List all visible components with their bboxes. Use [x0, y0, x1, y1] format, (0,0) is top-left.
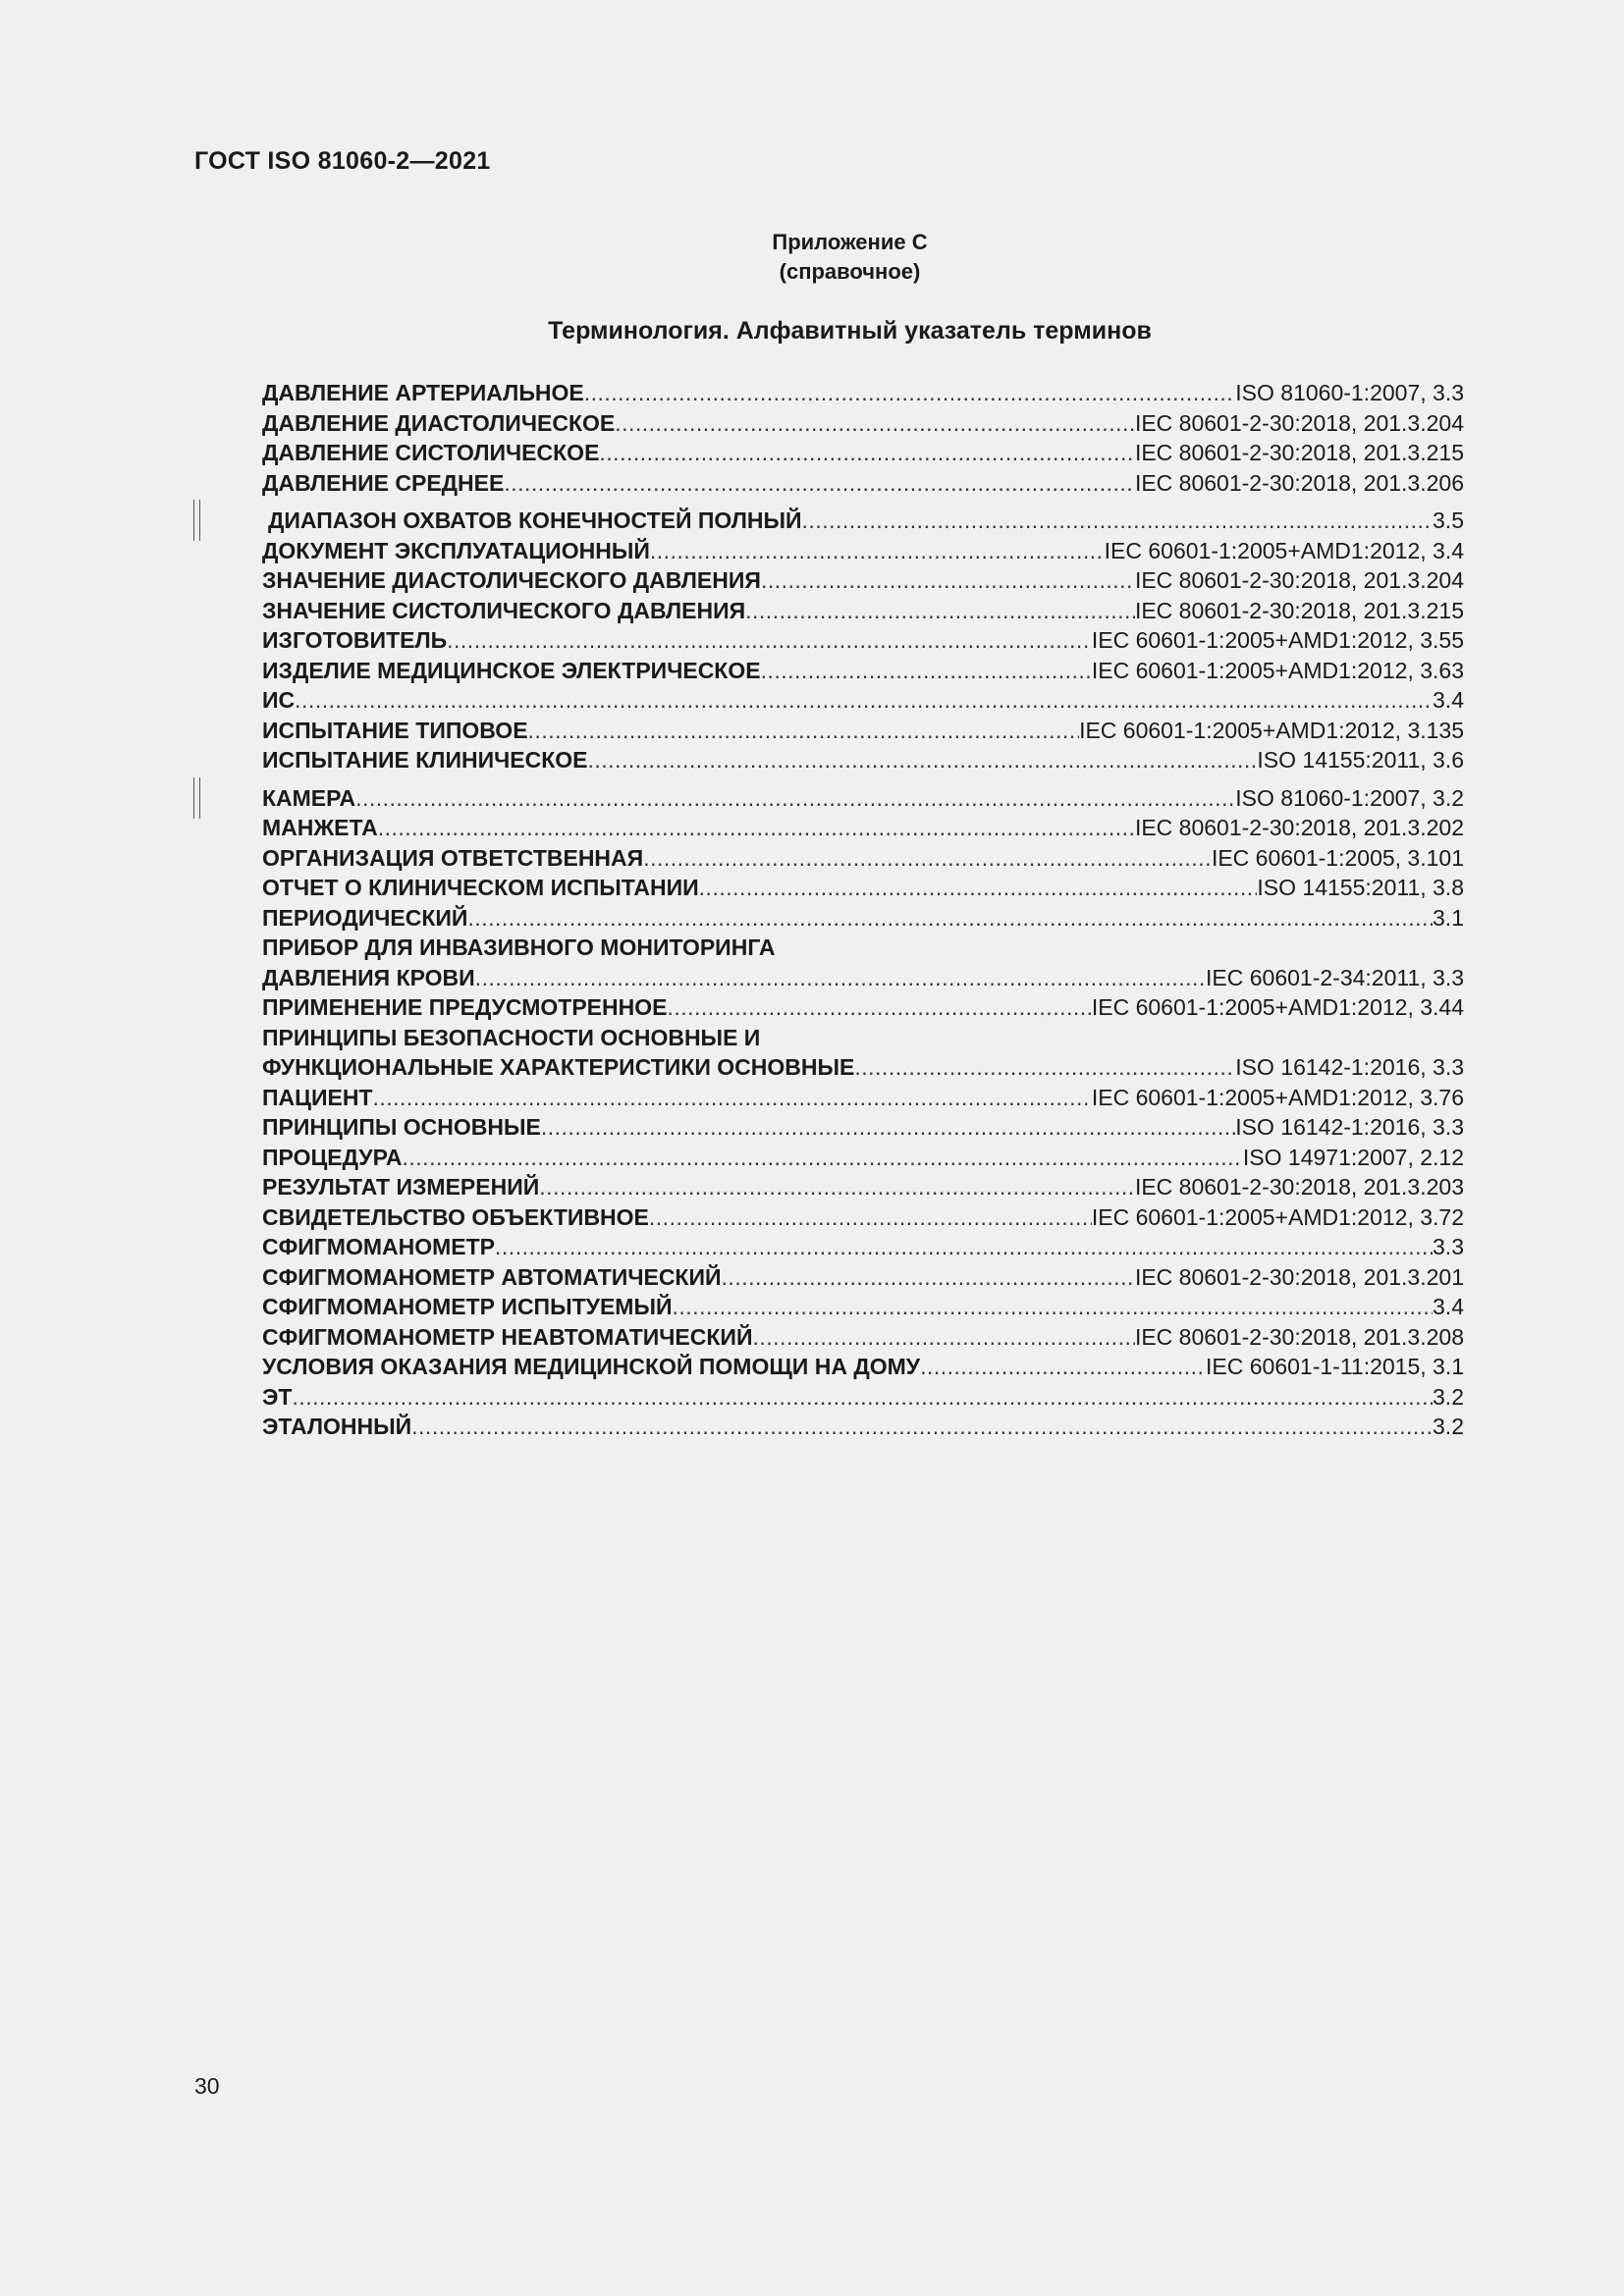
- index-row: [262, 625, 1464, 656]
- index-term: УСЛОВИЯ ОКАЗАНИЯ МЕДИЦИНСКОЙ ПОМОЩИ НА ДОМУ: [262, 1354, 921, 1379]
- index-reference: IEC 80601-2-30:2018, 201.3.201: [1134, 1263, 1464, 1290]
- index-row: [262, 1262, 1464, 1293]
- index-reference: IEC 80601-2-30:2018, 201.3.208: [1134, 1323, 1464, 1350]
- index-term: ПЕРИОДИЧЕСКИЙ: [262, 904, 468, 931]
- index-term: ИЗДЕЛИЕ МЕДИЦИНСКОЕ ЭЛЕКТРИЧЕСКОЕ: [262, 657, 761, 683]
- index-term: ПРИНЦИПЫ ОСНОВНЫЕ: [262, 1114, 541, 1140]
- index-row: [262, 843, 1464, 874]
- dot-leader: [403, 1143, 1243, 1173]
- index-row: [262, 468, 1464, 499]
- index-reference: IEC 80601-2-30:2018, 201.3.215: [1134, 440, 1464, 465]
- index-row: [262, 1143, 1464, 1173]
- index-reference: 3.4: [1433, 687, 1464, 713]
- index-term: ЗНАЧЕНИЕ ДИАСТОЛИЧЕСКОГО ДАВЛЕНИЯ: [262, 567, 761, 593]
- index-row: [262, 1112, 1464, 1143]
- dot-leader: [753, 1322, 1135, 1353]
- dot-leader: [615, 408, 1135, 439]
- term-index: [262, 378, 1464, 1442]
- index-row: [262, 1023, 1464, 1053]
- index-term: ДАВЛЕНИЕ АРТЕРИАЛЬНОЕ: [262, 380, 584, 405]
- index-term: ДИАПАЗОН ОХВАТОВ КОНЕЧНОСТЕЙ ПОЛНЫЙ: [268, 507, 802, 533]
- index-term: ОРГАНИЗАЦИЯ ОТВЕТСТВЕННАЯ: [262, 844, 644, 871]
- dot-leader: [643, 843, 1212, 874]
- index-term: ИСПЫТАНИЕ КЛИНИЧЕСКОЕ: [262, 747, 588, 773]
- index-row: [262, 745, 1464, 775]
- index-row: [262, 903, 1464, 934]
- index-term: ПРИМЕНЕНИЕ ПРЕДУСМОТРЕННОЕ: [262, 994, 668, 1020]
- index-term: ЭТ: [262, 1383, 293, 1410]
- index-row: [262, 1322, 1464, 1353]
- index-term: ПРОЦЕДУРА: [262, 1144, 403, 1170]
- dot-leader: [541, 1112, 1235, 1143]
- index-reference: 3.2: [1433, 1383, 1464, 1410]
- dot-leader: [673, 1292, 1434, 1322]
- index-row: [262, 408, 1464, 439]
- annex-status: (справочное): [779, 259, 921, 284]
- index-row: [262, 1232, 1464, 1262]
- index-term: СФИГМОМАНОМЕТР ИСПЫТУЕМЫЙ: [262, 1294, 673, 1319]
- index-term: КАМЕРА: [262, 784, 356, 811]
- dot-leader: [411, 1412, 1433, 1442]
- index-reference: IEC 60601-1:2005+AMD1:2012, 3.4: [1104, 537, 1464, 563]
- index-term: ЗНАЧЕНИЕ СИСТОЛИЧЕСКОГО ДАВЛЕНИЯ: [262, 597, 746, 623]
- dot-leader: [699, 873, 1258, 903]
- index-reference: IEC 60601-1:2005+AMD1:2012, 3.135: [1079, 717, 1464, 743]
- dot-leader: [650, 536, 1105, 566]
- index-term: СВИДЕТЕЛЬСТВО ОБЪЕКТИВНОЕ: [262, 1203, 649, 1230]
- index-reference: IEC 80601-2-30:2018, 201.3.203: [1134, 1174, 1464, 1200]
- index-reference: 3.5: [1433, 507, 1464, 533]
- index-term: ПАЦИЕНТ: [262, 1084, 373, 1110]
- index-reference: ISO 81060-1:2007, 3.2: [1235, 784, 1464, 811]
- index-reference: ISO 81060-1:2007, 3.3: [1235, 380, 1464, 405]
- index-term: СФИГМОМАНОМЕТР АВТОМАТИЧЕСКИЙ: [262, 1263, 722, 1290]
- annex-title: Приложение С: [772, 230, 928, 254]
- index-reference: IEC 60601-1:2005+AMD1:2012, 3.44: [1091, 994, 1464, 1020]
- index-term: ОТЧЕТ О КЛИНИЧЕСКОМ ИСПЫТАНИИ: [262, 875, 699, 900]
- index-row: [262, 992, 1464, 1023]
- index-term: ДАВЛЕНИЕ СРЕДНЕЕ: [262, 469, 505, 496]
- dot-leader: [504, 468, 1135, 499]
- index-row: [262, 685, 1464, 716]
- index-row: [262, 873, 1464, 903]
- index-row: [262, 506, 1464, 536]
- index-reference: ISO 16142-1:2016, 3.3: [1235, 1114, 1464, 1140]
- index-term: РЕЗУЛЬТАТ ИЗМЕРЕНИЙ: [262, 1174, 540, 1200]
- index-reference: IEC 80601-2-30:2018, 201.3.204: [1134, 567, 1464, 593]
- index-term: ПРИБОР ДЛЯ ИНВАЗИВНОГО МОНИТОРИНГА: [262, 934, 776, 960]
- index-term: ДАВЛЕНИЕ СИСТОЛИЧЕСКОЕ: [262, 440, 600, 465]
- index-reference: ISO 14155:2011, 3.6: [1257, 747, 1464, 773]
- index-reference: ISO 14155:2011, 3.8: [1257, 875, 1464, 900]
- document-code: ГОСТ ISO 81060-2—2021: [194, 147, 491, 175]
- index-reference: 3.2: [1433, 1414, 1464, 1439]
- index-reference: IEC 60601-1:2005+AMD1:2012, 3.55: [1091, 627, 1464, 653]
- change-bar-marker: [193, 777, 200, 819]
- dot-leader: [761, 565, 1135, 596]
- index-row: [262, 933, 1464, 963]
- page-number: 30: [194, 2073, 220, 2099]
- index-row: [262, 596, 1464, 626]
- index-term: СФИГМОМАНОМЕТР НЕАВТОМАТИЧЕСКИЙ: [262, 1323, 753, 1350]
- dot-leader: [447, 625, 1092, 656]
- index-reference: IEC 60601-1:2005, 3.101: [1211, 844, 1464, 871]
- index-term: ИЗГОТОВИТЕЛЬ: [262, 627, 448, 653]
- index-row: [262, 1412, 1464, 1442]
- dot-leader: [495, 1232, 1433, 1262]
- dot-leader: [528, 716, 1080, 746]
- index-row: [262, 1202, 1464, 1233]
- dot-leader: [475, 963, 1206, 993]
- dot-leader: [761, 656, 1092, 686]
- index-reference: 3.4: [1433, 1294, 1464, 1319]
- index-row: [262, 783, 1464, 814]
- index-row: [262, 378, 1464, 408]
- dot-leader: [599, 438, 1135, 468]
- index-row: [262, 1052, 1464, 1083]
- dot-leader: [854, 1052, 1235, 1083]
- index-reference: IEC 60601-1:2005+AMD1:2012, 3.76: [1091, 1084, 1464, 1110]
- dot-leader: [372, 1083, 1091, 1113]
- dot-leader: [802, 506, 1433, 536]
- index-reference: IEC 60601-2-34:2011, 3.3: [1206, 964, 1464, 990]
- section-title: Терминология. Алфавитный указатель терминов: [548, 317, 1152, 345]
- index-reference: IEC 80601-2-30:2018, 201.3.202: [1134, 815, 1464, 840]
- dot-leader: [649, 1202, 1092, 1233]
- index-term: СФИГМОМАНОМЕТР: [262, 1234, 496, 1259]
- index-term: ФУНКЦИОНАЛЬНЫЕ ХАРАКТЕРИСТИКИ ОСНОВНЫЕ: [262, 1054, 855, 1080]
- index-reference: IEC 60601-1:2005+AMD1:2012, 3.72: [1091, 1203, 1464, 1230]
- index-term: ДОКУМЕНТ ЭКСПЛУАТАЦИОННЫЙ: [262, 537, 650, 563]
- dot-leader: [467, 903, 1433, 934]
- index-reference: IEC 60601-1:2005+AMD1:2012, 3.63: [1091, 657, 1464, 683]
- index-row: [262, 716, 1464, 746]
- index-term: ЭТАЛОННЫЙ: [262, 1414, 412, 1439]
- index-reference: IEC 80601-2-30:2018, 201.3.215: [1134, 597, 1464, 623]
- dot-leader: [355, 783, 1235, 814]
- index-reference: ISO 14971:2007, 2.12: [1242, 1144, 1464, 1170]
- dot-leader: [745, 596, 1135, 626]
- dot-leader: [722, 1262, 1135, 1293]
- index-row: [262, 656, 1464, 686]
- index-reference: IEC 60601-1-11:2015, 3.1: [1206, 1354, 1464, 1379]
- index-row: [262, 1382, 1464, 1413]
- dot-leader: [292, 1382, 1433, 1413]
- index-row: [262, 963, 1464, 993]
- dot-leader: [378, 813, 1135, 843]
- index-row: [262, 1292, 1464, 1322]
- dot-leader: [539, 1172, 1135, 1202]
- index-row: [262, 438, 1464, 468]
- index-row: [262, 1172, 1464, 1202]
- index-reference: 3.1: [1433, 904, 1464, 931]
- index-term: ИСПЫТАНИЕ ТИПОВОЕ: [262, 717, 528, 743]
- index-reference: IEC 80601-2-30:2018, 201.3.204: [1134, 409, 1464, 436]
- index-reference: IEC 80601-2-30:2018, 201.3.206: [1134, 469, 1464, 496]
- index-reference: 3.3: [1433, 1234, 1464, 1259]
- dot-leader: [295, 685, 1433, 716]
- dot-leader: [920, 1352, 1206, 1382]
- annex-heading: [0, 228, 1624, 287]
- index-term: ДАВЛЕНИЕ ДИАСТОЛИЧЕСКОЕ: [262, 409, 616, 436]
- dot-leader: [584, 378, 1236, 408]
- index-term: ПРИНЦИПЫ БЕЗОПАСНОСТИ ОСНОВНЫЕ И: [262, 1024, 761, 1050]
- index-row: [262, 536, 1464, 566]
- index-row: [262, 1083, 1464, 1113]
- index-row: [262, 813, 1464, 843]
- index-term: МАНЖЕТА: [262, 815, 378, 840]
- index-term: ДАВЛЕНИЯ КРОВИ: [262, 964, 475, 990]
- dot-leader: [667, 992, 1091, 1023]
- index-term: ИС: [262, 687, 296, 713]
- index-reference: ISO 16142-1:2016, 3.3: [1235, 1054, 1464, 1080]
- index-row: [262, 565, 1464, 596]
- change-bar-marker: [193, 500, 200, 541]
- dot-leader: [588, 745, 1258, 775]
- index-row: [262, 1352, 1464, 1382]
